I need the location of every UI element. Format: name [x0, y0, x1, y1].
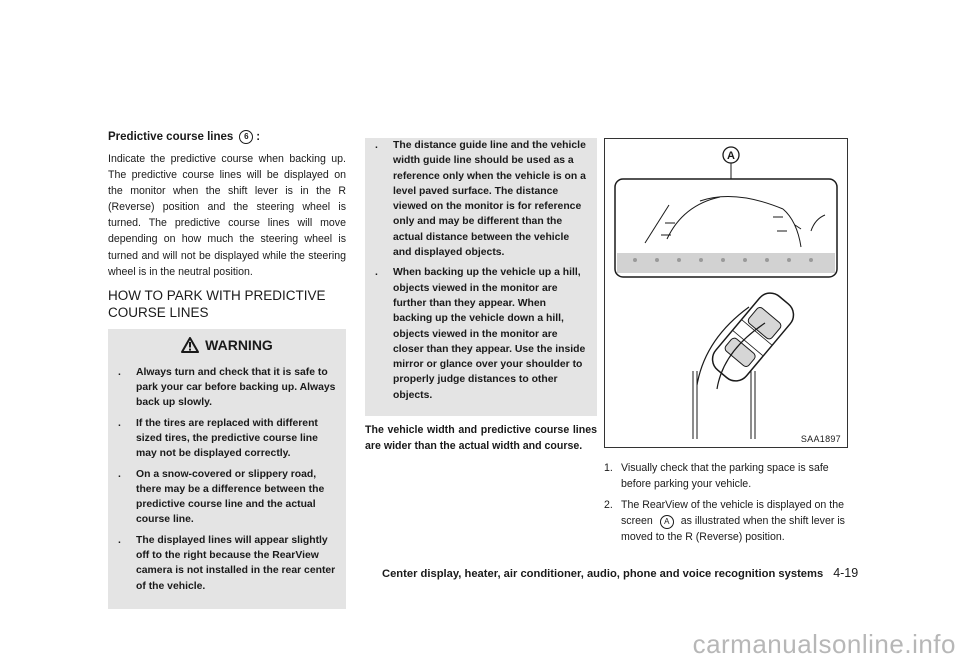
warning-item-text: If the tires are replaced with different sized tires, the predictive course line may not be displayed correctly.	[136, 417, 318, 460]
callout-6-badge: 6	[239, 130, 253, 144]
callout-a-badge: A	[660, 515, 674, 529]
figure-code: SAA1897	[800, 434, 841, 444]
watermark: carmanualsonline.info	[692, 629, 956, 659]
rearview-diagram	[605, 139, 847, 447]
heading-colon: :	[256, 131, 261, 143]
warning-item	[118, 416, 336, 462]
warning-item-text: The distance guide line and the vehicle width guide line should be used as a reference only when the vehicle is on a level paved surface. The distance viewed on the monitor is for reference only and may be different than the actual distance between the vehicle and displayed objects.	[393, 140, 586, 259]
warning-item	[118, 467, 336, 528]
bullet: .	[118, 468, 121, 480]
warning-box-continued	[365, 138, 597, 416]
callout-a-label: A	[727, 150, 735, 162]
width-lines-note: The vehicle width and predictive course lines are wider than the actual width and course.	[365, 424, 597, 453]
page-number: 4-19	[833, 566, 859, 580]
bullet: .	[375, 267, 378, 279]
warning-triangle-icon	[181, 337, 199, 353]
section-title	[108, 287, 346, 321]
step-text: Visually check that the parking space is safe before parking your vehicle.	[621, 462, 829, 490]
warning-list	[118, 365, 336, 594]
warning-item-text: On a snow-covered or slippery road, there may be a difference between the predictive course line and the actual course line.	[136, 468, 325, 526]
steps-list	[604, 460, 856, 545]
middle-column	[365, 138, 597, 454]
warning-item	[118, 533, 336, 594]
rearview-illustration	[604, 138, 848, 448]
bullet: .	[375, 140, 378, 151]
step-text: as illustrated when the shift lever is moved to the R (Reverse) position.	[621, 515, 845, 543]
car-topview	[707, 287, 799, 386]
left-column	[108, 130, 346, 609]
warning-title	[118, 337, 336, 353]
right-column	[604, 138, 856, 550]
bullet: .	[118, 366, 121, 378]
step-text: The RearView of the vehicle is displayed on the screen	[621, 499, 844, 527]
section-title-line1: HOW TO PARK WITH PREDICTIVE	[108, 287, 326, 303]
warning-list-continued	[375, 138, 587, 403]
section-title-line2: COURSE LINES	[108, 304, 209, 320]
warning-item	[118, 365, 336, 411]
step-number: 1.	[604, 462, 613, 474]
predictive-lines-paragraph: Indicate the predictive course when backing up. The predictive course lines will be displayed on the monitor when the shift lever is in the R (Reverse) position and the steering wheel is turned. The predictive course lines will move depending on how much the steering wheel is turned and will not be displayed while the steering wheel is in the neutral position.	[108, 153, 346, 278]
warning-item-text: The displayed lines will appear slightly off to the right because the RearView camera is not installed in the rear center of the vehicle.	[136, 534, 336, 592]
warning-item	[375, 265, 587, 403]
footer-title: Center display, heater, air conditioner, audio, phone and voice recognition systems	[382, 568, 824, 580]
warning-box	[108, 329, 346, 609]
warning-item-text: Always turn and check that it is safe to park your car before backing up. Always back up slowly.	[136, 366, 336, 409]
step-item	[604, 497, 856, 545]
page-footer	[382, 566, 858, 580]
warning-title-text: WARNING	[205, 336, 273, 353]
heading-text: Predictive course lines	[108, 131, 234, 143]
bumper-strip	[617, 253, 835, 273]
predictive-lines-heading	[108, 130, 346, 144]
bullet: .	[118, 417, 121, 429]
warning-item	[375, 138, 587, 260]
bullet: .	[118, 534, 121, 546]
step-number: 2.	[604, 499, 613, 511]
step-item	[604, 460, 856, 492]
warning-item-text: When backing up the vehicle up a hill, objects viewed in the monitor are further than they appear. When backing up the vehicle down a hill, objects viewed in the monitor are closer than they appear. Use the inside mirror or glance over your shoulder to properly judge distances to other objects.	[393, 267, 586, 401]
